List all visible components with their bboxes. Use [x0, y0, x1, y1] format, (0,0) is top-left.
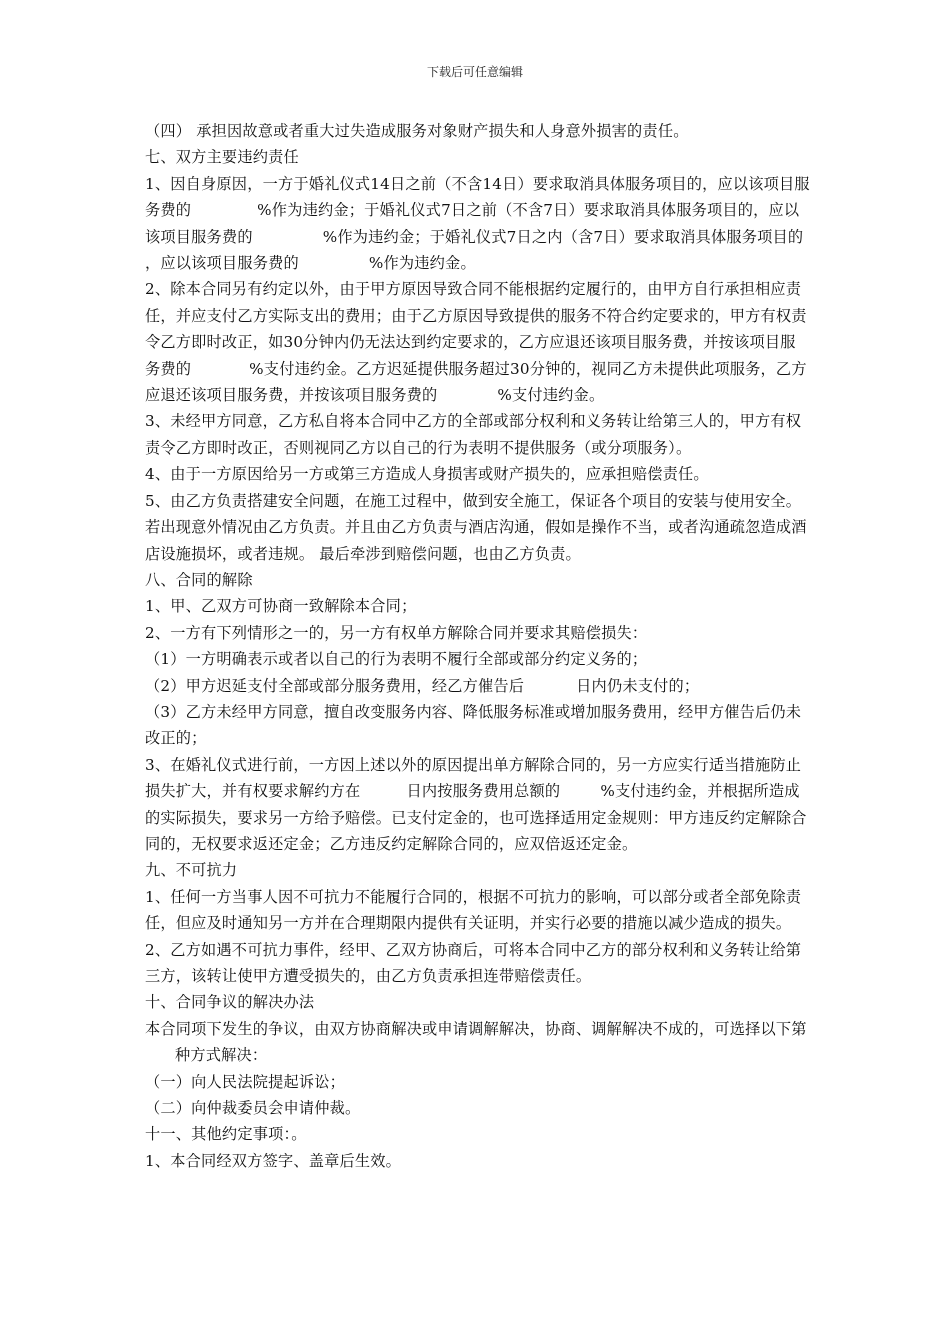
- paragraph-breach-3: [145, 408, 810, 461]
- text-segment: %支付违约金，并根据所造成的实际损失，要求另一方给予赔偿。已支付定金的，也可选择适用定金规则：甲方违反约定解除合同的，无权要求返还定金；乙方违反约定解除合同的，应双倍返还定金。: [145, 782, 807, 853]
- text-segment: %支付违约金。: [497, 386, 605, 405]
- section-heading-breach: [145, 144, 810, 170]
- text-line: （二）向仲裁委员会申请仲裁。: [145, 1099, 361, 1118]
- text-line: （一）向人民法院提起诉讼；: [145, 1072, 346, 1091]
- text-segment: 2、除本合同另有约定以外，由于甲方原因导致合同不能根据约定履行的，由甲方自行承担相应责任，并应支付乙方实际支出的费用；由于乙方原因导致提供的服务不符合约定要求的，甲方有权责令乙方即时改正，如30分钟内仍无法达到约定要求的，乙方应退还该项目服务费，并按该项目服务费的: [145, 280, 807, 378]
- text-line: 1、任何一方当事人因不可抗力不能履行合同的，根据不可抗力的影响，可以部分或者全部免除责任，但应及时通知另一方并在合理期限内提供有关证明，并实行必要的措施以减少造成的损失。: [145, 887, 802, 933]
- text-line: （四） 承担因故意或者重大过失造成服务对象财产损失和人身意外损害的责任。: [145, 122, 689, 140]
- paragraph-force-majeure-1: [145, 884, 810, 937]
- paragraph-termination-1: [145, 593, 810, 619]
- section-heading: 七、双方主要违约责任: [145, 148, 299, 167]
- text-segment: （2）甲方迟延支付全部或部分服务费用，经乙方催告后: [145, 676, 525, 695]
- section-heading: 九、不可抗力: [145, 861, 238, 880]
- paragraph-termination-2-3: [145, 699, 810, 752]
- text-segment: %支付违约金。乙方迟延提供服务超过30分钟的，视同乙方未提供此项服务，乙方应退还该项目服务费，并按该项目服务费的: [145, 359, 807, 405]
- paragraph-termination-2-1: [145, 646, 810, 672]
- section-heading-dispute: [145, 989, 810, 1015]
- text-segment: 1、因自身原因，一方于婚礼仪式14日之前（不含14日）要求取消具体服务项目的，应以该项目服务费的: [145, 174, 810, 220]
- section-heading-other: [145, 1121, 810, 1147]
- paragraph-dispute-option-2: [145, 1095, 810, 1121]
- text-line: 2、乙方如遇不可抗力事件，经甲、乙双方协商后，可将本合同中乙方的部分权利和义务转让给第三方，该转让使甲方遭受损失的，由乙方负责承担连带赔偿责任。: [145, 940, 802, 985]
- text-segment: 日内按服务费用总额的: [406, 782, 561, 801]
- text-line: 2、一方有下列情形之一的，另一方有权单方解除合同并要求其赔偿损失：: [145, 623, 648, 642]
- section-heading-force-majeure: [145, 857, 810, 883]
- text-line: 3、未经甲方同意，乙方私自将本合同中乙方的全部或部分权利和义务转让给第三人的，甲方有权责令乙方即时改正，否则视同乙方以自己的行为表明不提供服务（或分项服务）。: [145, 412, 802, 457]
- text-segment: 种方式解决：: [175, 1046, 268, 1065]
- text-line: （1）一方明确表示或者以自己的行为表明不履行全部或部分约定义务的；: [145, 650, 648, 669]
- text-segment: 本合同项下发生的争议，由双方协商解决或申请调解解决，协商、调解解决不成的，可选择以下第: [145, 1019, 807, 1038]
- paragraph-other-1: [145, 1148, 810, 1174]
- text-line: （3）乙方未经甲方同意，擅自改变服务内容、降低服务标准或增加服务费用，经甲方催告后仍未改正的；: [145, 702, 802, 748]
- paragraph-termination-2-2: [145, 673, 810, 699]
- text-segment: %作为违约金；于婚礼仪式7日之前（不含7日）要求取消具体服务项目的，应以该项目服务费的: [145, 201, 800, 246]
- text-line: 5、由乙方负责搭建安全问题，在施工过程中，做到安全施工，保证各个项目的安装与使用安全。若出现意外情况由乙方负责。并且由乙方负责与酒店沟通，假如是操作不当，或者沟通疏忽造成酒店设施损坏，或者违规。 最后牵涉到赔偿问题，也由乙方负责。: [145, 491, 807, 563]
- section-heading-termination: [145, 567, 810, 593]
- text-line: 1、甲、乙双方可协商一致解除本合同；: [145, 597, 417, 616]
- text-segment: %作为违约金。: [368, 254, 476, 273]
- text-line: 1、本合同经双方签字、盖章后生效。: [145, 1151, 402, 1170]
- paragraph-breach-2: [145, 276, 810, 408]
- page-header: 下载后可任意编辑: [426, 65, 523, 79]
- paragraph-termination-3: [145, 752, 810, 858]
- text-segment: 3、在婚礼仪式进行前，一方因上述以外的原因提出单方解除合同的，另一方应实行适当措施防止损失扩大，并有权要求解约方在: [145, 755, 802, 801]
- text-segment: %作为违约金；于婚礼仪式7日之内（含7日）要求取消具体服务项目的，应以该项目服务费的: [145, 227, 804, 273]
- paragraph-breach-4: [145, 461, 810, 487]
- document-body: [145, 118, 810, 1174]
- section-heading: 十一、其他约定事项：。: [145, 1125, 307, 1144]
- section-heading: 十、合同争议的解决办法: [145, 993, 315, 1012]
- section-heading: 八、合同的解除: [145, 570, 253, 589]
- paragraph-dispute: [145, 1016, 810, 1069]
- paragraph-dispute-option-1: [145, 1069, 810, 1095]
- text-segment: 日内仍未支付的；: [576, 676, 700, 695]
- paragraph-breach-5: [145, 488, 810, 567]
- paragraph-force-majeure-2: [145, 937, 810, 990]
- paragraph-breach-1: [145, 171, 810, 277]
- paragraph-liability-four: [145, 118, 810, 144]
- text-line: 4、由于一方原因给另一方或第三方造成人身损害或财产损失的，应承担赔偿责任。: [145, 465, 709, 484]
- paragraph-termination-2: [145, 620, 810, 646]
